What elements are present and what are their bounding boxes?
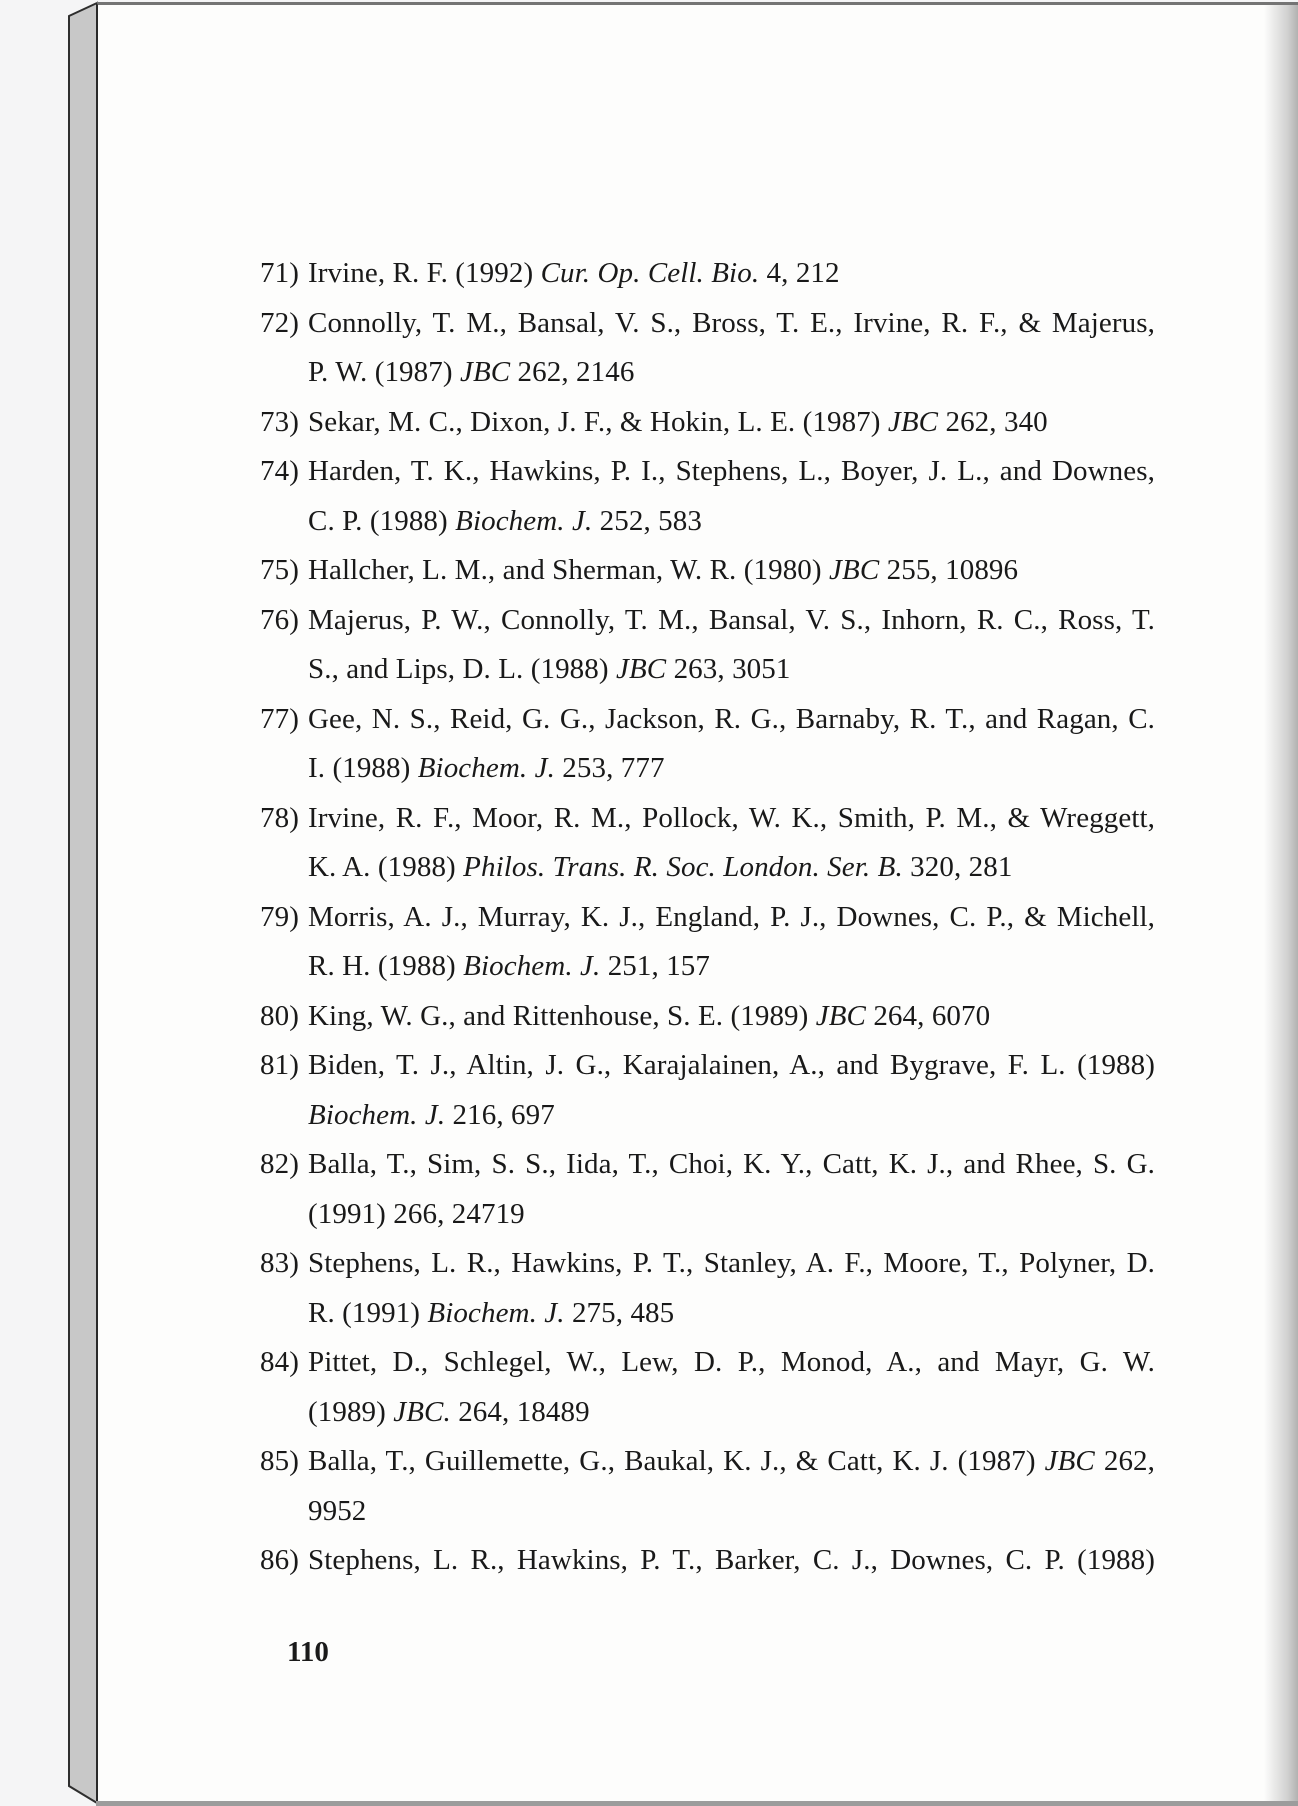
reference-segment: King, W. G., and Rittenhouse, S. E. (1989) [308,999,816,1032]
journal-name: Biochem. J. [308,1098,446,1131]
reference-segment: Stephens, L. R., Hawkins, P. T., Barker, C. J., Downes, C. P. (1988) [308,1544,1155,1576]
reference-item [260,992,1155,1042]
reference-text-line [308,1289,1155,1339]
reference-text-line [308,1239,1155,1289]
reference-text-line [308,1190,1155,1240]
reference-text [308,1437,1155,1536]
reference-text-line [308,1536,1155,1586]
reference-text [308,546,1155,596]
reference-number: 82) [260,1148,299,1180]
reference-segment: Harden, T. K., Hawkins, P. I., Stephens, L., Boyer, J. L., and Downes, [308,455,1155,487]
reference-item [260,447,1155,546]
reference-text [308,249,1155,299]
journal-name: JBC [815,999,866,1032]
reference-text-line [308,299,1155,349]
reference-segment: 253, 777 [554,752,665,784]
reference-segment: 263, 3051 [666,653,791,685]
journal-name: JBC [459,356,511,388]
reference-segment: Majerus, P. W., Connolly, T. M., Bansal, V. S., Inhorn, R. C., Ross, T. [308,603,1155,636]
reference-item [260,1041,1155,1140]
reference-number: 74) [260,455,299,487]
reference-item [260,695,1155,794]
reference-text [308,447,1155,546]
reference-item [260,398,1155,448]
reference-segment: 252, 583 [592,504,702,537]
reference-item [260,1536,1155,1586]
reference-text-line [308,1041,1155,1091]
journal-name: Biochem. J. [427,1296,565,1329]
reference-text-line [308,546,1155,596]
reference-segment: 216, 697 [445,1098,555,1131]
journal-name: JBC [829,554,880,586]
journal-name: JBC. [393,1395,451,1428]
reference-item [260,1239,1155,1338]
reference-text-line [308,1091,1155,1141]
reference-segment: 264, 18489 [450,1395,590,1428]
reference-text [308,398,1155,448]
reference-text-line [308,1338,1155,1388]
reference-segment: Sekar, M. C., Dixon, J. F., & Hokin, L. E. (1987) [308,405,888,438]
reference-text [308,596,1155,695]
journal-name: Biochem. J. [417,752,555,784]
reference-text-line [308,497,1155,547]
reference-number: 85) [260,1445,299,1477]
reference-text-line [308,1437,1155,1487]
reference-text-line [308,348,1155,398]
reference-text-line [308,942,1155,992]
reference-text [308,893,1155,992]
reference-segment: Pittet, D., Schlegel, W., Lew, D. P., Monod, A., and Mayr, G. W. [308,1346,1155,1378]
reference-segment: (1989) [308,1395,394,1428]
reference-text-line [308,645,1155,695]
reference-number: 79) [260,900,299,933]
reference-segment: I. (1988) [308,752,418,784]
reference-text-line [308,794,1155,844]
journal-name: JBC [1044,1445,1095,1477]
reference-item [260,1338,1155,1437]
reference-list [260,249,1155,1586]
reference-number: 83) [260,1247,299,1279]
reference-text [308,1536,1155,1586]
reference-segment: (1991) 266, 24719 [308,1197,525,1230]
reference-text-line [308,596,1155,646]
reference-segment: 4, 212 [759,257,840,289]
reference-text-line [308,744,1155,794]
reference-text-line [308,843,1155,893]
reference-number: 81) [260,1049,299,1081]
journal-name: Cur. Op. Cell. Bio. [540,257,760,289]
journal-name: Philos. Trans. R. Soc. London. Ser. B. [463,851,903,883]
reference-item [260,596,1155,695]
reference-number: 86) [260,1544,299,1576]
reference-segment: Morris, A. J., Murray, K. J., England, P. J., Downes, C. P., & Michell, [308,900,1155,933]
reference-segment: R. H. (1988) [308,950,464,982]
reference-segment: Irvine, R. F., Moor, R. M., Pollock, W. K., Smith, P. M., & Wreggett, [308,801,1155,834]
journal-name: JBC [887,405,939,438]
reference-text [308,299,1155,398]
journal-name: Biochem. J. [455,504,593,537]
reference-segment: Gee, N. S., Reid, G. G., Jackson, R. G., Barnaby, R. T., and Ragan, C. [308,702,1155,735]
reference-segment: Irvine, R. F. (1992) [308,257,541,289]
reference-text [308,1041,1155,1140]
reference-text [308,1338,1155,1437]
reference-text-line [308,1487,1155,1537]
reference-text-line [308,893,1155,943]
reference-number: 76) [260,603,299,636]
reference-segment: Hallcher, L. M., and Sherman, W. R. (1980) [308,554,830,586]
reference-item [260,893,1155,992]
spine-edge-shape [69,3,97,1803]
reference-segment: 255, 10896 [879,554,1019,586]
reference-number: 80) [260,999,299,1032]
reference-number: 77) [260,702,299,735]
reference-segment: C. P. (1988) [308,504,456,537]
reference-item [260,794,1155,893]
reference-text-line [308,992,1155,1042]
reference-segment: Balla, T., Sim, S. S., Iida, T., Choi, K. Y., Catt, K. J., and Rhee, S. G. [308,1148,1155,1180]
reference-number: 71) [260,257,299,289]
journal-name: JBC [615,653,667,685]
reference-segment: 262, 340 [938,405,1048,438]
reference-segment: 320, 281 [902,851,1013,883]
reference-segment: P. W. (1987) [308,356,460,388]
reference-segment: Connolly, T. M., Bansal, V. S., Bross, T. E., Irvine, R. F., & Majerus, [308,306,1155,339]
reference-text-line [308,249,1155,299]
reference-text-line [308,398,1155,448]
page-number: 110 [287,1636,329,1668]
reference-number: 75) [260,554,299,586]
reference-number: 73) [260,405,299,438]
reference-segment: 251, 157 [600,950,710,982]
document-page [96,2,1298,1802]
reference-segment: S., and Lips, D. L. (1988) [308,653,616,685]
reference-number: 84) [260,1346,299,1378]
reference-text [308,1239,1155,1338]
reference-item [260,1437,1155,1536]
reference-segment: Stephens, L. R., Hawkins, P. T., Stanley, A. F., Moore, T., Polyner, D. [308,1247,1155,1279]
page-curl-shadow [1264,5,1298,1802]
reference-item [260,299,1155,398]
reference-text [308,992,1155,1042]
reference-text [308,1140,1155,1239]
reference-segment: 9952 [308,1494,367,1527]
reference-segment: Balla, T., Guillemette, G., Baukal, K. J., & Catt, K. J. (1987) [308,1445,1045,1477]
page-bottom-edge [96,1801,1298,1806]
reference-segment: 264, 6070 [865,999,991,1032]
reference-number: 78) [260,801,299,834]
reference-item [260,249,1155,299]
reference-text [308,794,1155,893]
reference-number: 72) [260,306,299,339]
reference-segment: R. (1991) [308,1296,428,1329]
reference-item [260,1140,1155,1239]
journal-name: Biochem. J. [463,950,601,982]
reference-text-line [308,695,1155,745]
reference-text-line [308,1388,1155,1438]
reference-segment: 262, 2146 [510,356,635,388]
reference-text [308,695,1155,794]
reference-segment: K. A. (1988) [308,851,464,883]
reference-item [260,546,1155,596]
reference-segment: Biden, T. J., Altin, J. G., Karajalainen, A., and Bygrave, F. L. (1988) [308,1049,1155,1081]
reference-text-line [308,1140,1155,1190]
reference-segment: 262, [1094,1445,1155,1477]
reference-text-line [308,447,1155,497]
reference-segment: 275, 485 [564,1296,675,1329]
